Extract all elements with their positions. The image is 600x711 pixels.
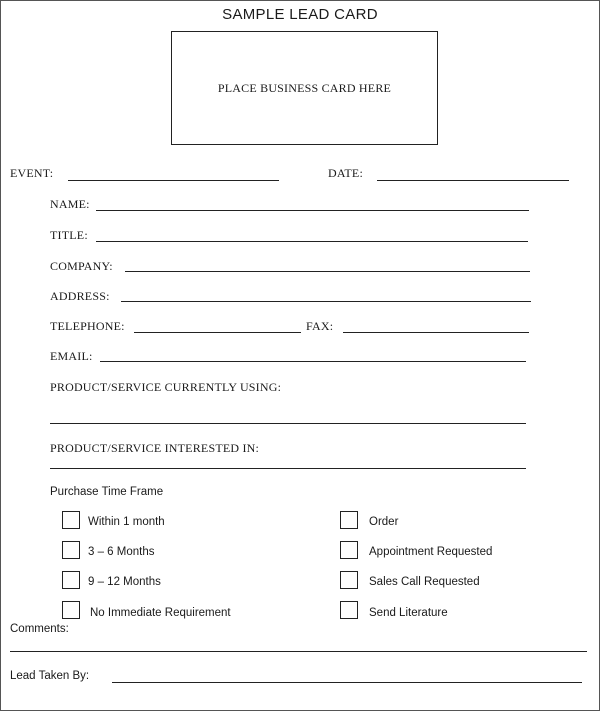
lead-taken-by-field-line[interactable] xyxy=(112,682,582,683)
company-field-line[interactable] xyxy=(125,271,530,272)
product-interested-label: PRODUCT/SERVICE INTERESTED IN: xyxy=(50,441,260,455)
event-label: EVENT: xyxy=(10,166,54,180)
title-field-line[interactable] xyxy=(96,241,528,242)
3-6-months-checkbox[interactable] xyxy=(62,541,80,559)
event-field-line[interactable] xyxy=(68,180,279,181)
fax-field-line[interactable] xyxy=(343,332,529,333)
send-literature-label: Send Literature xyxy=(369,607,448,619)
comments-label: Comments: xyxy=(10,623,69,635)
no-immediate-requirement-checkbox[interactable] xyxy=(62,601,80,619)
no-immediate-requirement-label: No Immediate Requirement xyxy=(90,607,231,619)
within-1-month-checkbox[interactable] xyxy=(62,511,80,529)
email-label: EMAIL: xyxy=(50,349,93,363)
email-field-line[interactable] xyxy=(100,361,526,362)
lead-taken-by-label: Lead Taken By: xyxy=(10,670,90,682)
3-6-months-label: 3 – 6 Months xyxy=(88,546,155,558)
product-using-field-line[interactable] xyxy=(50,423,526,424)
telephone-field-line[interactable] xyxy=(134,332,301,333)
appointment-requested-label: Appointment Requested xyxy=(369,546,493,558)
business-card-placeholder: PLACE BUSINESS CARD HERE xyxy=(217,80,392,95)
name-field-line[interactable] xyxy=(96,210,529,211)
within-1-month-label: Within 1 month xyxy=(88,516,165,528)
purchase-time-frame-label: Purchase Time Frame xyxy=(50,486,164,498)
order-label: Order xyxy=(369,516,399,528)
comments-field-line[interactable] xyxy=(10,651,587,652)
company-label: COMPANY: xyxy=(50,259,113,273)
appointment-requested-checkbox[interactable] xyxy=(340,541,358,559)
9-12-months-checkbox[interactable] xyxy=(62,571,80,589)
product-using-label: PRODUCT/SERVICE CURRENTLY USING: xyxy=(50,380,282,394)
send-literature-checkbox[interactable] xyxy=(340,601,358,619)
order-checkbox[interactable] xyxy=(340,511,358,529)
telephone-label: TELEPHONE: xyxy=(50,319,125,333)
fax-label: FAX: xyxy=(306,319,334,333)
name-label: NAME: xyxy=(50,197,90,211)
sales-call-requested-checkbox[interactable] xyxy=(340,571,358,589)
sales-call-requested-label: Sales Call Requested xyxy=(369,576,480,588)
date-label: DATE: xyxy=(328,166,363,180)
9-12-months-label: 9 – 12 Months xyxy=(88,576,161,588)
date-field-line[interactable] xyxy=(377,180,569,181)
title-label: TITLE: xyxy=(50,228,88,242)
form-title: SAMPLE LEAD CARD xyxy=(222,6,378,23)
address-field-line[interactable] xyxy=(121,301,531,302)
address-label: ADDRESS: xyxy=(50,289,110,303)
business-card-box xyxy=(171,31,438,145)
product-interested-field-line[interactable] xyxy=(50,468,526,469)
